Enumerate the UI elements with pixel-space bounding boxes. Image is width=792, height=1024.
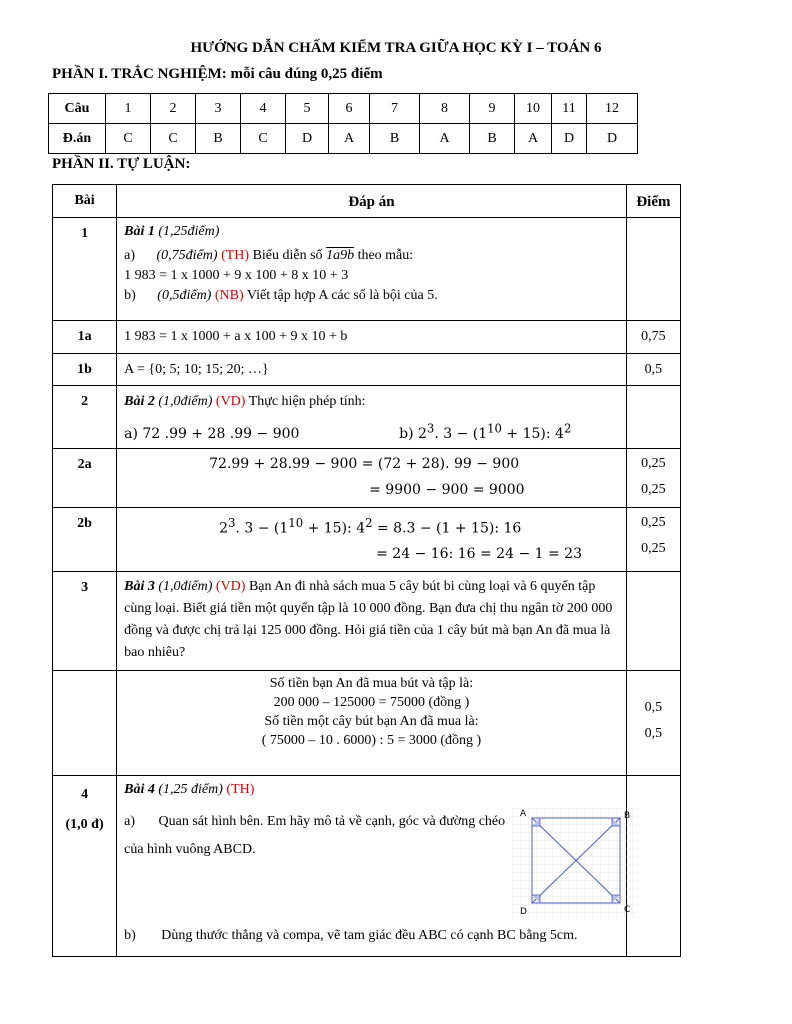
item-prefix: a) bbox=[124, 814, 136, 830]
item-text: Viết tập hợp A các số là bội của 5. bbox=[243, 288, 438, 303]
item-b bbox=[124, 926, 577, 946]
table-row bbox=[53, 572, 681, 671]
row-number-main: 4 bbox=[81, 787, 89, 803]
question-cell: 7 bbox=[370, 94, 420, 124]
expr-exp: 2 bbox=[563, 421, 572, 435]
question-points: (1,25điểm) bbox=[154, 224, 220, 239]
item-prefix: a) bbox=[124, 248, 136, 263]
score-cell bbox=[626, 218, 680, 321]
part1-note: mỗi câu đúng 0,25 điểm bbox=[226, 66, 383, 82]
expr-part: b) 2 bbox=[399, 425, 427, 442]
question-cell: 4 bbox=[241, 94, 286, 124]
item-points: (0,75điểm) bbox=[156, 248, 218, 263]
solution-line: = 24 − 16: 16 = 24 − 1 = 23 bbox=[376, 546, 582, 563]
square-figure bbox=[512, 808, 637, 925]
answer-cell: C bbox=[241, 124, 286, 154]
solution-line: Số tiền một cây bút bạn An đã mua là: bbox=[264, 714, 479, 730]
header-bai: Bài bbox=[53, 185, 117, 218]
item-text: Thực hiện phép tính: bbox=[245, 394, 366, 409]
question-cell: 10 bbox=[515, 94, 552, 124]
table-row bbox=[53, 218, 681, 321]
score-cell: 0,5 bbox=[626, 354, 680, 386]
score-value: 0,25 bbox=[641, 514, 666, 530]
row-number-sub: (1,0 đ) bbox=[65, 817, 104, 833]
expr-part: 2 bbox=[219, 520, 229, 537]
row-number: 2b bbox=[53, 507, 117, 572]
item-points: (0,5điểm) bbox=[157, 288, 212, 303]
expr-part: = 8.3 − (1 + 15): 16 bbox=[372, 520, 522, 537]
item-prefix: b) bbox=[124, 928, 136, 944]
part1-heading bbox=[52, 66, 383, 83]
row-number: 1a bbox=[53, 321, 117, 354]
question-title: Bài 3 bbox=[124, 579, 155, 595]
level-tag: (TH) bbox=[226, 782, 255, 798]
answer-cell: C bbox=[151, 124, 196, 154]
question-content bbox=[117, 218, 627, 321]
answer-cell: A bbox=[329, 124, 370, 154]
table-row bbox=[53, 448, 681, 507]
solution-line: 200 000 – 125000 = 75000 (đồng ) bbox=[273, 695, 470, 711]
expr-exp: 3 bbox=[426, 421, 435, 435]
question-cell: 11 bbox=[552, 94, 587, 124]
score-cell: 0,75 bbox=[626, 321, 680, 354]
answer-cell: A bbox=[515, 124, 552, 154]
expr-part: + 15): 4 bbox=[303, 520, 366, 537]
question-head: Câu bbox=[49, 94, 106, 124]
solution-line: 72.99 + 28.99 − 900 = (72 + 28). 99 − 900 bbox=[209, 455, 520, 472]
level-tag: (VD) bbox=[215, 394, 246, 409]
header-dapan: Đáp án bbox=[117, 185, 627, 218]
part1-label: PHẦN I. TRẮC NGHIỆM: bbox=[52, 66, 227, 82]
row-number: 1 bbox=[53, 218, 117, 321]
table-row bbox=[53, 354, 681, 386]
level-tag: (VD) bbox=[215, 579, 246, 595]
item-text: Bạn An đi nhà sách mua 5 cây bút bi cùng loại và 6 quyển tập cùng loại. Biết giá tiền một quyển tập là 10 000 đồng. Bạn đưa chị thu ngân tờ 200 000 đồng và được chị trả lại 125 000 đồng. Hỏi giá tiền của 1 cây bút mà bạn An đã mua là bao nhiêu? bbox=[124, 579, 613, 661]
expr-part: . 3 − (1 bbox=[235, 520, 289, 537]
expression-b bbox=[399, 421, 572, 442]
row-number: 1b bbox=[53, 354, 117, 386]
question-title: Bài 4 bbox=[124, 782, 155, 798]
question-content bbox=[117, 386, 627, 449]
answer-cell: B bbox=[196, 124, 241, 154]
expression-a: a) 72 .99 + 28 .99 − 900 bbox=[124, 425, 300, 442]
score-cell bbox=[626, 572, 680, 671]
number-notation: 1a9b bbox=[326, 248, 355, 263]
solution-line: Số tiền bạn An đã mua bút và tập là: bbox=[269, 676, 474, 692]
answer-cell: D bbox=[286, 124, 329, 154]
vertex-label-b: B bbox=[624, 811, 631, 822]
table-row bbox=[53, 671, 681, 776]
question-cell: 5 bbox=[286, 94, 329, 124]
score-value: 0,25 bbox=[641, 481, 666, 497]
vertex-label-a: A bbox=[520, 809, 527, 820]
question-cell: 2 bbox=[151, 94, 196, 124]
solution-line: ( 75000 – 10 . 6000) : 5 = 3000 (đồng ) bbox=[261, 733, 482, 749]
answer-table bbox=[48, 93, 638, 154]
essay-table bbox=[52, 184, 681, 957]
level-tag: (TH) bbox=[221, 248, 250, 263]
vertex-label-d: D bbox=[520, 907, 528, 918]
question-points: (1,0điểm) bbox=[154, 579, 213, 595]
question-cell: 8 bbox=[420, 94, 470, 124]
question-cell: 9 bbox=[470, 94, 515, 124]
item-text: theo mẫu: bbox=[354, 248, 414, 263]
vertex-label-c: C bbox=[624, 905, 631, 916]
solution-line bbox=[124, 510, 619, 542]
row-number: 3 bbox=[53, 572, 117, 671]
item-prefix: b) bbox=[124, 288, 136, 303]
answer-content: A = {0; 5; 10; 15; 20; …} bbox=[117, 354, 627, 386]
answer-content: 1 983 = 1 x 1000 + a x 100 + 9 x 10 + b bbox=[117, 321, 627, 354]
answer-cell: C bbox=[106, 124, 151, 154]
score-value: 0,5 bbox=[644, 726, 663, 742]
question-content bbox=[117, 572, 627, 671]
table-row bbox=[53, 507, 681, 572]
answer-content bbox=[117, 507, 627, 572]
level-tag: (NB) bbox=[214, 288, 244, 303]
row-number bbox=[53, 776, 117, 957]
score-value: 0,5 bbox=[644, 700, 663, 716]
table-row bbox=[53, 776, 681, 957]
answer-cell: D bbox=[552, 124, 587, 154]
item-text: Biểu diễn số bbox=[249, 248, 327, 263]
header-diem: Điểm bbox=[626, 185, 680, 218]
answer-content bbox=[117, 671, 627, 776]
score-cell bbox=[626, 386, 680, 449]
question-cell: 6 bbox=[329, 94, 370, 124]
answer-cell: B bbox=[470, 124, 515, 154]
expr-exp: 10 bbox=[487, 421, 502, 435]
question-points: (1,25 điểm) bbox=[154, 782, 223, 798]
square-abcd-diagram bbox=[512, 808, 637, 918]
table-row bbox=[53, 321, 681, 354]
expr-exp: 10 bbox=[288, 515, 304, 530]
question-row bbox=[49, 94, 638, 124]
score-value: 0,25 bbox=[641, 540, 666, 556]
question-content bbox=[117, 776, 631, 957]
question-cell: 3 bbox=[196, 94, 241, 124]
page-title: HƯỚNG DẪN CHẤM KIỂM TRA GIỮA HỌC KỲ I – TOÁN 6 bbox=[190, 40, 602, 56]
answer-cell: A bbox=[420, 124, 470, 154]
expr-exp: 2 bbox=[365, 515, 373, 530]
item-text: Dùng thước thẳng và compa, vẽ tam giác đều ABC có cạnh BC bằng 5cm. bbox=[161, 928, 578, 944]
question-title: Bài 2 bbox=[124, 394, 155, 409]
part2-heading: PHẦN II. TỰ LUẬN: bbox=[52, 156, 191, 172]
answer-cell: D bbox=[587, 124, 638, 154]
expr-part: + 15): 4 bbox=[501, 425, 564, 442]
item-text: Quan sát hình bên. Em hãy mô tả về cạnh, góc và đường chéo của hình vuông ABCD. bbox=[124, 814, 506, 858]
question-title: Bài 1 bbox=[124, 224, 155, 239]
score-cell bbox=[626, 507, 680, 572]
answer-cell: B bbox=[370, 124, 420, 154]
question-points: (1,0điểm) bbox=[154, 394, 213, 409]
score-value: 0,25 bbox=[641, 455, 666, 471]
row-number: 2 bbox=[53, 386, 117, 449]
example-line: 1 983 = 1 x 1000 + 9 x 100 + 8 x 10 + 3 bbox=[124, 268, 349, 283]
answer-content bbox=[117, 448, 627, 507]
table-row bbox=[53, 386, 681, 449]
answer-head: Đ.án bbox=[49, 124, 106, 154]
solution-line: = 9900 − 900 = 9000 bbox=[369, 481, 525, 498]
answer-row bbox=[49, 124, 638, 154]
expr-part: . 3 − (1 bbox=[434, 425, 488, 442]
question-cell: 12 bbox=[587, 94, 638, 124]
question-cell: 1 bbox=[106, 94, 151, 124]
row-number bbox=[53, 671, 117, 776]
score-cell bbox=[626, 671, 680, 776]
score-cell bbox=[626, 448, 680, 507]
row-number: 2a bbox=[53, 448, 117, 507]
expr-exp: 3 bbox=[228, 515, 236, 530]
table-header-row bbox=[53, 185, 681, 218]
